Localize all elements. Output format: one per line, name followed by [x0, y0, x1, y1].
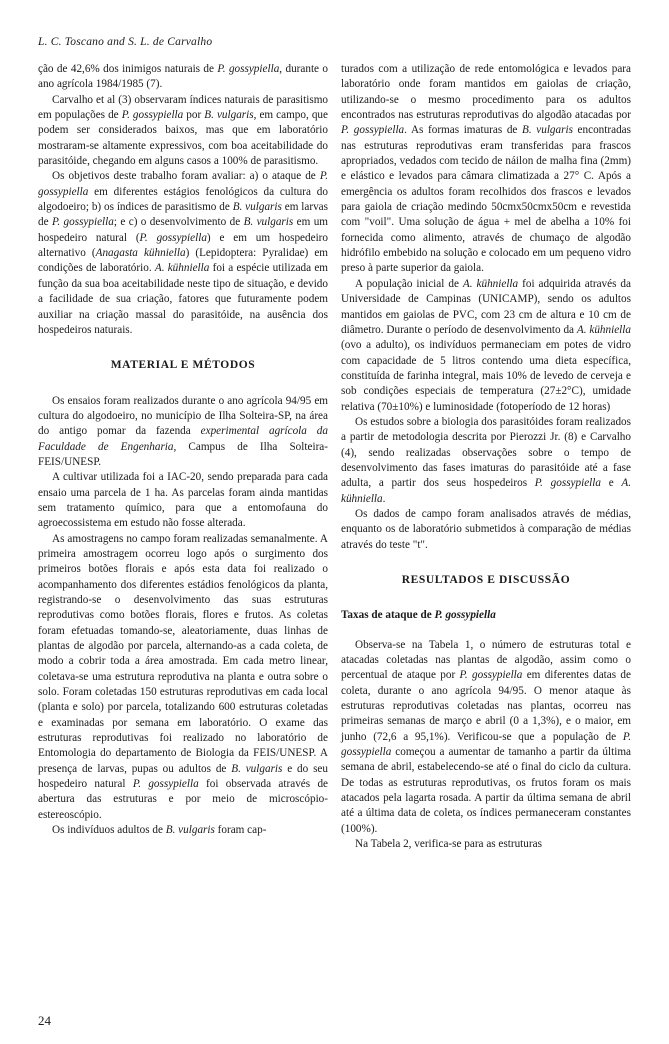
paragraph: Observa-se na Tabela 1, o número de estruturas total e atacadas coletadas nas plantas de algodão, assim como o percentual de ataque por P. gossypiella em diferentes datas de coleta, durante o ano agrícola 94/95. O menor ataque às estruturas reprodutivas coletadas nas plantas, ocorreu nas primeiras semanas de março e abril (0 a 1,3%), e o maior, em junho (72,6 a 95,1%). Verificou-se que a população de P. gossypiella começou a aumentar de tamanho a partir da última semana de abril, estabelecendo-se até o final do ciclo da cultura. De todas as estruturas reprodutivas, os frutos foram os mais atacados pela lagarta rosada. A partir da última semana de abril até a última data de coleta, os índices permaneceram constantes (100%).: [341, 638, 631, 835]
running-head: L. C. Toscano and S. L. de Carvalho: [38, 36, 213, 48]
paragraph: Os dados de campo foram analisados através de médias, enquanto os de laboratório submetidos à comparação de médias através do teste "t".: [341, 507, 631, 551]
paragraph: A cultivar utilizada foi a IAC-20, sendo preparada para cada ensaio uma parcela de 1 ha. As parcelas foram ainda mantidas sem tratamento químico, para que a entomofauna do agroecossistema em estudo não fosse alterada.: [38, 471, 328, 530]
paragraph: Os estudos sobre a biologia dos parasitóides foram realizados a partir de metodologia descrita por Pierozzi Jr. (8) e Carvalho (4), sendo realizadas observações sobre o tempo de desenvolvimento das fases imaturas do parasitóide até a fase adulta, a partir dos seus hospedeiros P. gossypiella e A. kühniella.: [341, 415, 632, 505]
paragraph: Os objetivos deste trabalho foram avaliar: a) o ataque de P. gossypiella em diferentes estágios fenológicos da cultura do algodoeiro; b) os índices de parasitismo de B. vulgaris em larvas de P. gossypiella; e c) o desenvolvimento de B. vulgaris em um hospedeiro natural (P. gossypiella) e em um hospedeiro alternativo (Anagasta kühniella) (Lepidoptera: Pyralidae) em condições de laboratório. A. kühniella foi a espécie utilizada em função da sua boa aceitabilidade neste tipo de situação, e devido a facilidade de sua criação, fatores que futuramente podem auxiliar na criação massal do parasitóide, na ausência dos hospedeiros naturais.: [38, 170, 329, 336]
paragraph: Na Tabela 2, verifica-se para as estruturas: [355, 838, 542, 851]
page-number: 24: [38, 1013, 51, 1028]
paragraph: Carvalho et al (3) observaram índices naturais de parasitismo em populações de P. gossypiella por B. vulgaris, em campo, que podem ser considerados baixos, mas que em laboratório mostraram-se altamente expressivos, com boa aceitabilidade do parasitóide, chegando em alguns casos a 100% de parasitismo.: [38, 93, 328, 168]
subsection-heading: Taxas de ataque de P. gossypiella: [341, 609, 496, 622]
right-column: [341, 62, 631, 853]
paragraph: Os indivíduos adultos de B. vulgaris foram cap-: [52, 824, 267, 837]
section-heading-methods: MATERIAL E MÉTODOS: [110, 359, 256, 372]
paragraph: ção de 42,6% dos inimigos naturais de P. gossypiella, durante o ano agrícola 1984/1985 (7).: [38, 63, 329, 91]
paragraph: turados com a utilização de rede entomológica e levados para laboratório onde foram mantidos em gaiolas de criação, utilizando-se o mesmo procedimento para os adultos encontrados nas estruturas reprodutivas do algodão atacadas por P. gossypiella. As formas imaturas de B. vulgaris encontradas nas estruturas reprodutivas eram transferidas para frascos apropriados, vedados com tecido de náilon de malha fina (2mm) e elástico e levados para câmara climatizada a 27° C. Após a emergência os adultos foram recolhidos dos frascos e levados para gaiola de criação medindo 50cmx50cmx50cm e revestida com "voil". Uma solução de água + mel de abelha a 10% foi fornecida como alimento, através de chumaço de algodão hidrófilo embebido na solução e colocado em um pequeno vidro preso à parte superior da gaiola.: [341, 63, 631, 275]
paragraph: A população inicial de A. kühniella foi adquirida através da Universidade de Campinas (UNICAMP), sendo os adultos mantidos em gaiolas de PVC, com 23 cm de altura e 10 cm de diâmetro. Durante o período de desenvolvimento da A. kühniella (ovo a adulto), os indivíduos permaneciam em potes de vidro com capacidade de 5 litros contendo uma dieta específica, constituída de farinha integral, mais 10% de levedo de cerveja e sob condições especiais de temperatura (27±2°C), umidade relativa (70±10%) e luminosidade (fotoperíodo de 12 horas): [341, 277, 631, 413]
paragraph: Os ensaios foram realizados durante o ano agrícola 94/95 em cultura do algodoeiro, no município de Ilha Solteira-SP, na área do antigo pomar da fazenda experimental agrícola da Faculdade de Engenharia, Campus de Ilha Solteira-FEIS/UNESP.: [38, 394, 328, 468]
left-column: [38, 62, 328, 839]
section-heading-results: RESULTADOS E DISCUSSÃO: [401, 574, 571, 586]
paragraph: As amostragens no campo foram realizadas semanalmente. A primeira amostragem ocorreu logo após o surgimento dos primeiros botões florais e após esta data foi realizado o acompanhamento dos diferentes estádios fenológicos da planta, registrando-se o desenvolvimento das suas estruturas reprodutivas como botões florais, flores e frutos. As coletas foram efetuadas tomando-se, aleatoriamente, duas linhas de plantas de algodão por parcela, alternando-as a cada coleta, de modo a cobrir toda a área amostrada. Em cada metro linear, coletava-se uma estrutura reprodutiva na planta e outra sobre o solo. Foram coletadas 150 estruturas reprodutivas em cada local (planta e solo) por parcela, totalizando 600 estruturas coletadas e examinadas por semana em laboratório. O exame das estruturas reprodutivas foi realizado no laboratório de Entomologia do departamento de Biologia da FEIS/UNESP. A presença de larvas, pupas ou adultos de B. vulgaris e do seu hospedeiro natural P. gossypiella foi observada através de abertura das estruturas e por meio de microscópio-estereoscópio.: [38, 532, 328, 821]
